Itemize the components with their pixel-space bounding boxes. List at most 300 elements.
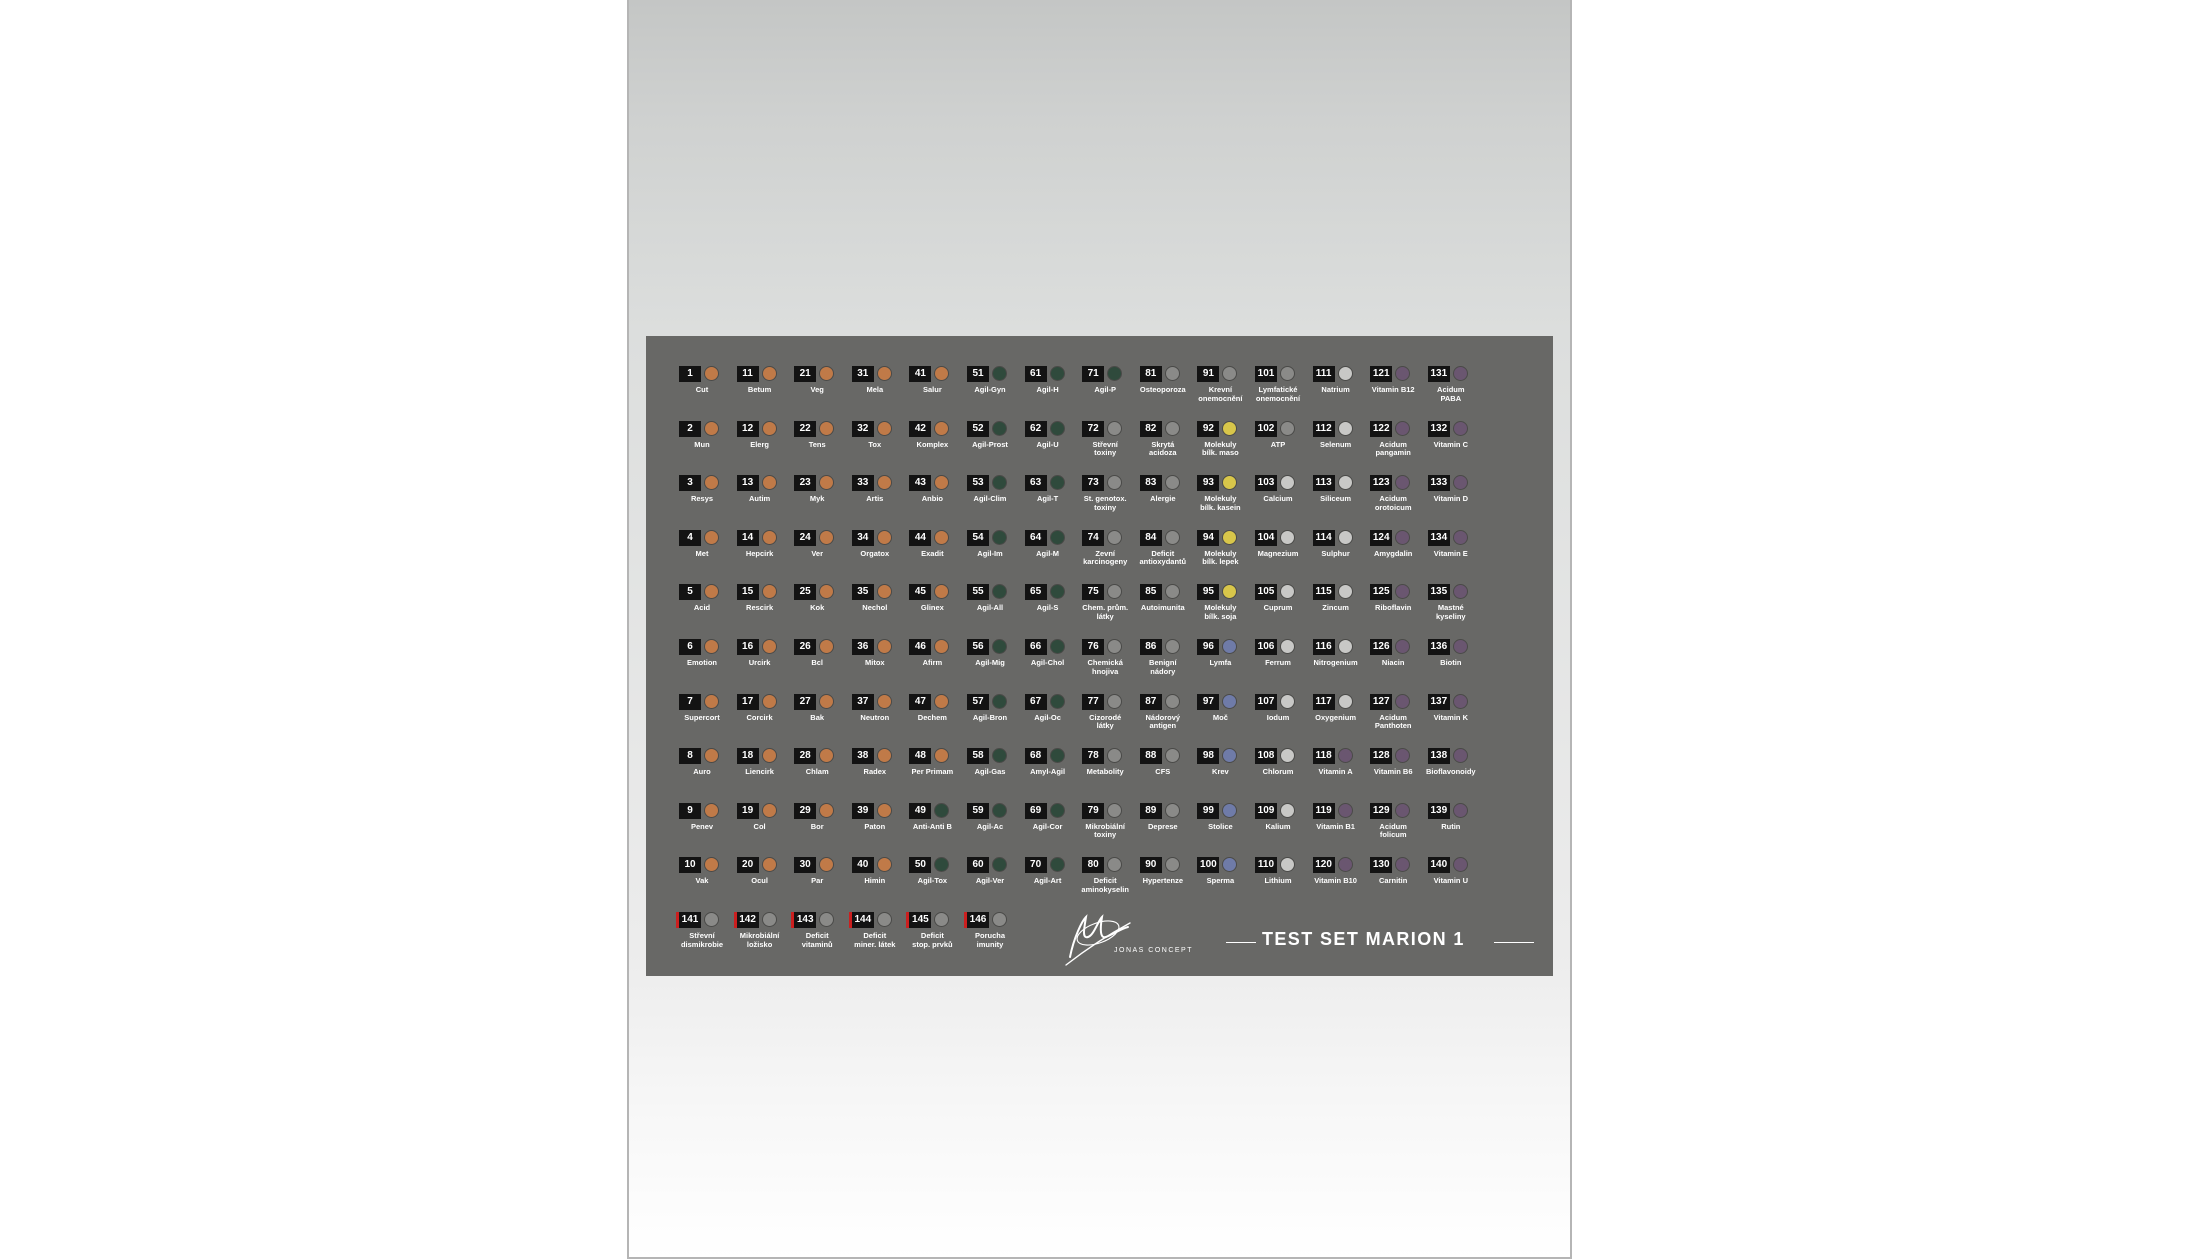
remedy-number-box <box>1140 639 1162 655</box>
remedy-label: Ver <box>811 548 824 558</box>
remedy-number: 123 <box>1372 477 1390 489</box>
remedy-label: Acidum orotoicum <box>1374 494 1412 512</box>
remedy-color-dot <box>1338 584 1353 599</box>
remedy-number: 110 <box>1257 859 1275 871</box>
remedy-label: Mitox <box>865 658 885 667</box>
remedy-color-dot <box>1222 748 1237 763</box>
remedy-color-dot <box>992 803 1007 818</box>
remedy-item <box>967 794 1025 846</box>
remedy-item <box>1313 521 1371 573</box>
remedy-label: Carnitin <box>1379 876 1408 886</box>
remedy-number: 113 <box>1315 477 1332 489</box>
remedy-number-box <box>1140 803 1162 819</box>
remedy-item <box>1255 848 1313 900</box>
remedy-color-dot <box>1107 475 1122 490</box>
remedy-number-box <box>1025 748 1047 764</box>
remedy-label: Mastné kyseliny <box>1435 603 1466 621</box>
remedy-color-dot <box>1395 421 1410 436</box>
remedy-number: 77 <box>1087 695 1099 707</box>
remedy-color-dot <box>877 475 892 490</box>
remedy-item <box>1255 521 1313 573</box>
remedy-color-dot <box>934 857 949 872</box>
remedy-item <box>967 521 1025 573</box>
remedy-label: Ocul <box>751 876 768 886</box>
remedy-number-box <box>1025 366 1047 382</box>
remedy-number: 37 <box>857 695 869 707</box>
remedy-number: 51 <box>972 368 984 379</box>
remedy-label: Molekuly bílk. lepek <box>1202 548 1239 567</box>
remedy-color-dot <box>877 584 892 599</box>
remedy-label: Vitamin K <box>1433 712 1469 722</box>
remedy-number-box <box>967 748 989 764</box>
remedy-label: Agil-Ver <box>975 876 1005 886</box>
remedy-number-box <box>794 803 816 819</box>
remedy-label: Nádorový antigen <box>1145 712 1181 731</box>
remedy-color-dot <box>877 366 892 381</box>
remedy-number: 86 <box>1145 641 1157 652</box>
remedy-color-dot <box>934 803 949 818</box>
remedy-color-dot <box>819 748 834 763</box>
remedy-item <box>1082 575 1140 627</box>
remedy-number-box <box>967 857 989 873</box>
remedy-item <box>1428 739 1486 791</box>
remedy-color-dot <box>1222 421 1237 436</box>
remedy-number-box <box>737 639 759 655</box>
remedy-color-dot <box>819 912 834 927</box>
remedy-number: 72 <box>1087 422 1099 434</box>
remedy-number: 2 <box>687 422 693 434</box>
remedy-item <box>679 412 737 464</box>
remedy-number: 6 <box>687 641 693 652</box>
remedy-label: Deficit stop. prvků <box>912 931 953 949</box>
remedy-color-dot <box>1050 421 1065 436</box>
remedy-number-box <box>1428 530 1450 546</box>
remedy-label: Glinex <box>920 603 944 613</box>
remedy-label: Vitamin D <box>1433 494 1469 504</box>
remedy-color-dot <box>877 530 892 545</box>
remedy-label: Elerg <box>750 439 769 449</box>
remedy-label: Tox <box>868 439 882 449</box>
remedy-number: 48 <box>914 750 926 762</box>
remedy-number-box <box>737 475 759 491</box>
remedy-number-box <box>1025 694 1047 710</box>
remedy-label: Stolice <box>1208 821 1233 831</box>
remedy-color-dot <box>704 366 719 381</box>
remedy-number-box <box>794 639 816 655</box>
remedy-label: Agil-All <box>976 603 1004 613</box>
remedy-number: 76 <box>1087 641 1099 652</box>
remedy-number-box <box>1140 584 1162 600</box>
remedy-number-box <box>1197 366 1219 382</box>
remedy-item <box>679 521 737 573</box>
remedy-number-box <box>737 912 759 928</box>
remedy-label: Molekuly bílk. maso <box>1202 439 1239 458</box>
remedy-label: Chlam <box>805 767 829 777</box>
remedy-number-box <box>852 366 874 382</box>
remedy-label: Sperma <box>1206 876 1235 886</box>
remedy-item <box>1313 739 1371 791</box>
remedy-number: 131 <box>1430 368 1448 379</box>
remedy-color-dot <box>992 639 1007 654</box>
remedy-number-box <box>909 639 931 655</box>
remedy-label: Magnezium <box>1257 548 1299 558</box>
remedy-number: 118 <box>1315 750 1332 762</box>
remedy-number: 130 <box>1372 859 1390 871</box>
remedy-number-box <box>679 748 701 764</box>
remedy-item <box>1370 685 1428 737</box>
remedy-color-dot <box>1280 639 1295 654</box>
remedy-label: Calcium <box>1263 494 1293 504</box>
remedy-number-box <box>909 475 931 491</box>
remedy-number: 33 <box>857 477 869 489</box>
remedy-label: Autim <box>748 494 771 504</box>
remedy-number-box <box>1255 475 1277 491</box>
remedy-label: Nechol <box>862 603 888 613</box>
remedy-number-box <box>1428 639 1450 655</box>
remedy-color-dot <box>992 421 1007 436</box>
remedy-number: 17 <box>742 695 754 707</box>
remedy-number-box <box>1197 694 1219 710</box>
remedy-color-dot <box>1338 857 1353 872</box>
remedy-label: Cut <box>695 385 709 394</box>
remedy-number-box <box>909 857 931 873</box>
remedy-color-dot <box>934 366 949 381</box>
remedy-color-dot <box>1280 694 1295 709</box>
remedy-number-box <box>737 366 759 382</box>
remedy-number: 67 <box>1030 695 1042 707</box>
remedy-color-dot <box>762 857 777 872</box>
remedy-color-dot <box>1453 694 1468 709</box>
remedy-number: 55 <box>972 586 984 598</box>
remedy-label: Artis <box>866 494 884 504</box>
remedy-label: Chlorum <box>1262 767 1294 777</box>
remedy-number-box <box>909 421 931 437</box>
remedy-number: 69 <box>1030 804 1042 816</box>
remedy-color-dot <box>1222 639 1237 654</box>
remedy-number-box <box>1140 748 1162 764</box>
remedy-number: 134 <box>1430 531 1448 543</box>
remedy-number: 74 <box>1087 531 1099 543</box>
remedy-number-box <box>679 694 701 710</box>
remedy-label: Riboflavin <box>1375 603 1412 613</box>
remedy-number-box <box>1428 584 1450 600</box>
remedy-number: 100 <box>1200 859 1217 871</box>
remedy-number: 71 <box>1087 368 1099 379</box>
remedy-color-dot <box>1395 475 1410 490</box>
remedy-number: 80 <box>1087 859 1099 871</box>
remedy-number: 11 <box>742 368 753 379</box>
remedy-item <box>1197 848 1255 900</box>
remedy-label: Metabolity <box>1086 767 1124 777</box>
remedy-item <box>852 357 910 409</box>
remedy-label: Cizorodé látky <box>1089 712 1122 731</box>
remedy-color-dot <box>992 748 1007 763</box>
remedy-item <box>1428 575 1486 627</box>
remedy-label: Biotin <box>1440 658 1462 667</box>
remedy-item <box>794 739 852 791</box>
remedy-number-box <box>1197 421 1219 437</box>
remedy-label: Agil-P <box>1094 385 1117 394</box>
remedy-number-box <box>909 694 931 710</box>
remedy-color-dot <box>1395 694 1410 709</box>
remedy-color-dot <box>992 584 1007 599</box>
remedy-number: 28 <box>799 750 811 762</box>
remedy-label: Afirm <box>922 658 943 667</box>
remedy-color-dot <box>934 475 949 490</box>
remedy-item <box>679 357 737 409</box>
remedy-color-dot <box>1338 694 1353 709</box>
remedy-number: 126 <box>1372 641 1390 652</box>
remedy-color-dot <box>1338 421 1353 436</box>
remedy-label: Oxygenium <box>1315 712 1357 722</box>
remedy-number: 121 <box>1372 368 1390 379</box>
remedy-color-dot <box>934 639 949 654</box>
remedy-number: 119 <box>1315 804 1332 816</box>
remedy-item <box>794 630 852 682</box>
remedy-label: Penev <box>690 821 714 831</box>
remedy-number: 62 <box>1030 422 1042 434</box>
title-rule-left <box>1226 942 1256 943</box>
remedy-item <box>852 794 910 846</box>
remedy-color-dot <box>762 694 777 709</box>
remedy-label: Liencirk <box>745 767 774 777</box>
remedy-label: Supercort <box>684 712 720 722</box>
remedy-color-dot <box>992 475 1007 490</box>
remedy-label: Mela <box>866 385 884 394</box>
remedy-label: Agil-Mig <box>975 658 1005 667</box>
remedy-color-dot <box>1338 748 1353 763</box>
remedy-color-dot <box>1107 803 1122 818</box>
remedy-color-dot <box>1280 748 1295 763</box>
remedy-color-dot <box>1050 530 1065 545</box>
remedy-item <box>852 412 910 464</box>
remedy-label: Mikrobiální ložisko <box>739 931 780 949</box>
remedy-number: 81 <box>1145 368 1157 379</box>
remedy-label: Vitamin B1 <box>1316 821 1355 831</box>
remedy-number: 136 <box>1430 641 1448 652</box>
remedy-number: 105 <box>1257 586 1275 598</box>
remedy-number-box <box>1025 857 1047 873</box>
remedy-item <box>794 794 852 846</box>
remedy-color-dot <box>934 530 949 545</box>
remedy-color-dot <box>1107 694 1122 709</box>
remedy-number-box <box>1370 584 1392 600</box>
remedy-color-dot <box>819 803 834 818</box>
remedy-number: 89 <box>1145 804 1157 816</box>
remedy-color-dot <box>1107 748 1122 763</box>
remedy-number-box <box>794 475 816 491</box>
remedy-label: Acid <box>693 603 711 613</box>
remedy-number: 108 <box>1257 750 1275 762</box>
remedy-color-dot <box>1107 639 1122 654</box>
remedy-number-box <box>737 857 759 873</box>
remedy-label: Agil-Prost <box>972 439 1008 449</box>
remedy-number-box <box>737 530 759 546</box>
remedy-item <box>737 685 795 737</box>
remedy-number: 79 <box>1087 804 1099 816</box>
remedy-number-box <box>852 584 874 600</box>
marion-logo <box>1064 907 1204 967</box>
remedy-label: Tens <box>808 439 826 449</box>
remedy-color-dot <box>819 639 834 654</box>
remedy-number: 56 <box>972 641 984 652</box>
remedy-number-box <box>1370 366 1392 382</box>
remedy-color-dot <box>704 803 719 818</box>
remedy-item <box>909 794 967 846</box>
remedy-color-dot <box>992 912 1007 927</box>
remedy-color-dot <box>992 530 1007 545</box>
remedy-item <box>1255 794 1313 846</box>
remedy-item <box>679 630 737 682</box>
remedy-item <box>852 848 910 900</box>
remedy-number: 60 <box>972 859 984 871</box>
remedy-number-box <box>1082 530 1104 546</box>
remedy-number: 7 <box>687 695 693 707</box>
remedy-number: 135 <box>1430 586 1448 598</box>
remedy-number-box <box>1255 694 1277 710</box>
remedy-number-box <box>909 912 931 928</box>
remedy-number-box <box>967 475 989 491</box>
remedy-number-box <box>909 748 931 764</box>
remedy-number: 47 <box>914 695 926 707</box>
remedy-number: 43 <box>914 477 926 489</box>
remedy-color-dot <box>1165 803 1180 818</box>
remedy-item <box>1255 575 1313 627</box>
remedy-color-dot <box>1453 421 1468 436</box>
remedy-color-dot <box>1165 366 1180 381</box>
remedy-number-box <box>1428 803 1450 819</box>
remedy-color-dot <box>704 475 719 490</box>
remedy-number-box <box>679 530 701 546</box>
remedy-label: Deficit aminokyselin <box>1081 876 1129 894</box>
remedy-number-box <box>1082 584 1104 600</box>
remedy-color-dot <box>1107 584 1122 599</box>
remedy-color-dot <box>1280 530 1295 545</box>
remedy-item <box>967 466 1025 518</box>
remedy-color-dot <box>877 803 892 818</box>
remedy-label: Krev <box>1212 767 1229 777</box>
remedy-label: Mun <box>694 439 710 449</box>
remedy-item <box>1025 739 1083 791</box>
remedy-item <box>909 466 967 518</box>
remedy-label: Molekuly bílk. kasein <box>1200 494 1241 512</box>
remedy-label: Bcl <box>811 658 824 667</box>
remedy-number-box <box>679 803 701 819</box>
remedy-number: 101 <box>1257 368 1275 379</box>
remedy-item <box>852 575 910 627</box>
remedy-label: Kok <box>810 603 825 613</box>
remedy-item <box>794 685 852 737</box>
remedy-item <box>1255 412 1313 464</box>
remedy-number-box <box>1313 694 1335 710</box>
remedy-number: 99 <box>1202 804 1214 816</box>
remedy-color-dot <box>1453 639 1468 654</box>
remedy-label: Deficit miner. látek <box>854 931 896 949</box>
remedy-number: 22 <box>799 422 811 434</box>
remedy-color-dot <box>1338 366 1353 381</box>
remedy-item <box>1255 685 1313 737</box>
remedy-color-dot <box>762 475 777 490</box>
remedy-color-dot <box>762 530 777 545</box>
remedy-number: 19 <box>742 804 754 816</box>
remedy-item <box>1140 739 1198 791</box>
remedy-number-box <box>1082 475 1104 491</box>
remedy-item <box>1082 794 1140 846</box>
remedy-color-dot <box>819 584 834 599</box>
remedy-number-box <box>852 748 874 764</box>
remedy-item <box>737 794 795 846</box>
remedy-number-box <box>967 530 989 546</box>
remedy-number-box <box>852 803 874 819</box>
remedy-number-box <box>1197 584 1219 600</box>
remedy-number-box <box>1197 857 1219 873</box>
remedy-label: Salur <box>923 385 942 394</box>
remedy-number-box <box>852 530 874 546</box>
remedy-number: 75 <box>1087 586 1099 598</box>
remedy-item <box>1140 794 1198 846</box>
remedy-color-dot <box>1050 584 1065 599</box>
remedy-number-box <box>852 421 874 437</box>
remedy-item <box>679 685 737 737</box>
remedy-label: Mikrobiální toxiny <box>1085 821 1125 840</box>
remedy-number-box <box>1197 530 1219 546</box>
remedy-number: 125 <box>1372 586 1390 598</box>
remedy-number-box <box>1428 366 1450 382</box>
remedy-label: Emotion <box>687 658 717 667</box>
remedy-color-dot <box>819 475 834 490</box>
remedy-color-dot <box>1165 584 1180 599</box>
remedy-color-dot <box>1222 584 1237 599</box>
remedy-color-dot <box>934 421 949 436</box>
remedy-color-dot <box>819 694 834 709</box>
remedy-number-box <box>1370 857 1392 873</box>
remedy-label: Acidum folicum <box>1379 821 1407 840</box>
remedy-label: Niacin <box>1381 658 1405 667</box>
remedy-number-box <box>1370 803 1392 819</box>
remedy-item <box>909 848 967 900</box>
remedy-item <box>1082 739 1140 791</box>
remedy-label: Corcirk <box>746 712 773 722</box>
remedy-number: 54 <box>972 531 984 543</box>
remedy-number: 115 <box>1315 586 1332 598</box>
remedy-number: 13 <box>742 477 754 489</box>
remedy-number: 45 <box>914 586 926 598</box>
remedy-number: 112 <box>1315 422 1332 434</box>
remedy-color-dot <box>1165 475 1180 490</box>
remedy-color-dot <box>1280 421 1295 436</box>
remedy-color-dot <box>877 694 892 709</box>
remedy-item <box>967 739 1025 791</box>
remedy-number-box <box>794 912 816 928</box>
remedy-number-box <box>679 639 701 655</box>
remedy-number: 68 <box>1030 750 1042 762</box>
remedy-number-box <box>1370 475 1392 491</box>
remedy-color-dot <box>1395 530 1410 545</box>
remedy-number-box <box>1025 584 1047 600</box>
remedy-number-box <box>1082 421 1104 437</box>
remedy-color-dot <box>762 639 777 654</box>
remedy-label: Agil-Im <box>977 548 1003 558</box>
remedy-label: Acidum Panthoten <box>1374 712 1412 731</box>
remedy-number: 21 <box>799 368 811 379</box>
remedy-item <box>737 575 795 627</box>
remedy-number: 12 <box>742 422 754 434</box>
remedy-item <box>852 685 910 737</box>
remedy-color-dot <box>877 639 892 654</box>
remedy-number: 145 <box>912 914 929 925</box>
remedy-item <box>1313 575 1371 627</box>
remedy-label: Skrytá acidoza <box>1149 439 1177 458</box>
